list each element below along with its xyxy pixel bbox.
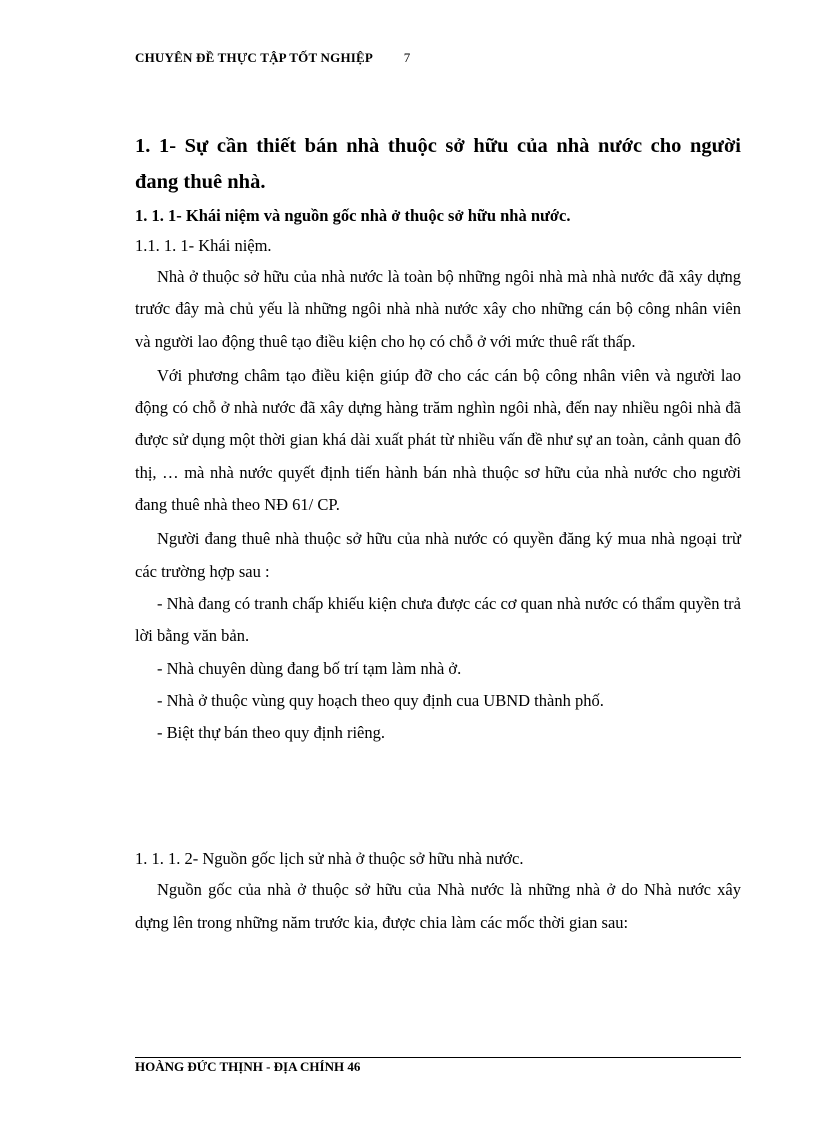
page-number: 7 xyxy=(403,50,411,65)
bullet-item: - Nhà đang có tranh chấp khiếu kiện chưa được các cơ quan nhà nước có thẩm quyền trả lời bằng văn bản. xyxy=(135,593,741,646)
paragraph: Người đang thuê nhà thuộc sở hữu của nhà nước có quyền đăng ký mua nhà ngoại trừ các trường hợp sau : xyxy=(135,529,741,581)
page-footer: HOÀNG ĐỨC THỊNH - ĐỊA CHÍNH 46 xyxy=(135,1059,361,1074)
page-header xyxy=(135,50,410,66)
bullet-item: - Nhà chuyên dùng đang bố trí tạm làm nhà ở. xyxy=(157,658,462,678)
header-title: CHUYÊN ĐỀ THỰC TẬP TỐT NGHIỆP xyxy=(135,50,373,65)
section-heading: 1. 1- Sự cần thiết bán nhà thuộc sở hữu của nhà nước cho người đang thuê nhà. xyxy=(135,135,741,193)
sub-subsection-heading-1: 1.1. 1. 1- Khái niệm. xyxy=(135,236,272,255)
bullet-item: - Nhà ở thuộc vùng quy hoạch theo quy định cua UBND thành phố. xyxy=(157,690,604,710)
subsection-heading: 1. 1. 1- Khái niệm và nguồn gốc nhà ở thuộc sở hữu nhà nước. xyxy=(135,206,571,225)
document-body xyxy=(135,128,741,939)
sub-subsection-heading-2: 1. 1. 1. 2- Nguồn gốc lịch sử nhà ở thuộc sở hữu nhà nước. xyxy=(135,849,524,869)
blank-space xyxy=(135,749,741,844)
bullet-item: - Biệt thự bán theo quy định riêng. xyxy=(157,723,385,743)
paragraph: Nguồn gốc của nhà ở thuộc sở hữu của Nhà nước là những nhà ở do Nhà nước xây dựng lên trong những năm trước kia, được chia làm các mốc thời gian sau: xyxy=(135,880,741,932)
paragraph: Nhà ở thuộc sở hữu của nhà nước là toàn bộ những ngôi nhà mà nhà nước đã xây dựng trước đây mà chủ yếu là những ngôi nhà nhà nước xây cho những cán bộ công nhân viên và người lao động thuê tạo điều kiện cho họ có chỗ ở với mức thuê rất thấp. xyxy=(135,267,741,351)
footer-divider xyxy=(135,1057,741,1058)
paragraph: Với phương châm tạo điều kiện giúp đỡ cho các cán bộ công nhân viên và người lao động có chỗ ở nhà nước đã xây dựng hàng trăm nghìn ngôi nhà, đến nay nhiều ngôi nhà đã được sử dụng một thời gian khá dài xuất phát từ nhiều vấn đề như sự an toàn, cảnh quan đô thị, … mà nhà nước quyết định tiến hành bán nhà thuộc sơ hữu của nhà nước cho người đang thuê nhà theo NĐ 61/ CP. xyxy=(135,365,741,515)
